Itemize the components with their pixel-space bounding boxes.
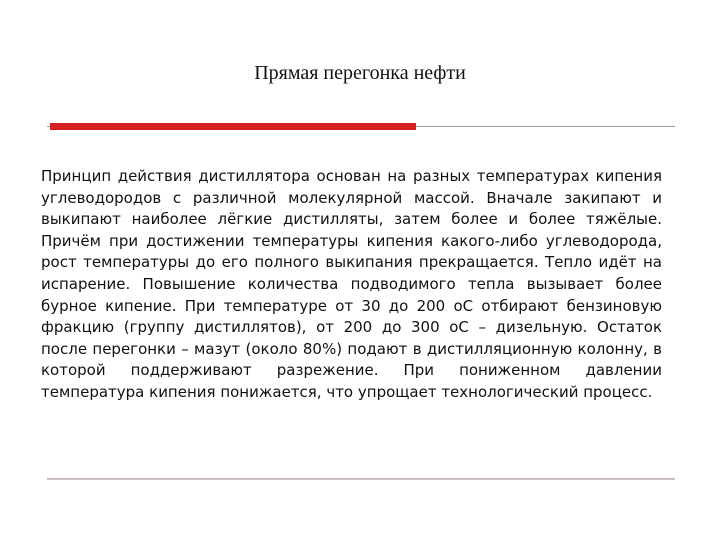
body-paragraph: Принцип действия дистиллятора основан на разных температурах кипения углеводородов с различной молекулярной массой. Вначале закипают и выкипают наиболее лёгкие дистилляты, затем более и более тяжёлые. Причём при достижении температуры кипения какого-либо углеводорода, рост температуры до его полного выкипания прекращается. Тепло идёт на испарение. Повышение количества подводимого тепла вызывает более бурное кипение. При температуре от 30 до 200 oС отбирают бензиновую фракцию (группу дистиллятов), от 200 до 300 oС – дизельную. Остаток после перегонки – мазут (около 80%) подают в дистилляционную колонну, в которой поддерживают разрежение. При пониженном давлении температура кипения понижается, что упрощает технологический процесс.	[41, 167, 662, 401]
title-accent-bar	[50, 123, 416, 130]
footer-divider-line	[47, 479, 675, 480]
slide-title: Прямая перегонка нефти	[254, 62, 466, 84]
